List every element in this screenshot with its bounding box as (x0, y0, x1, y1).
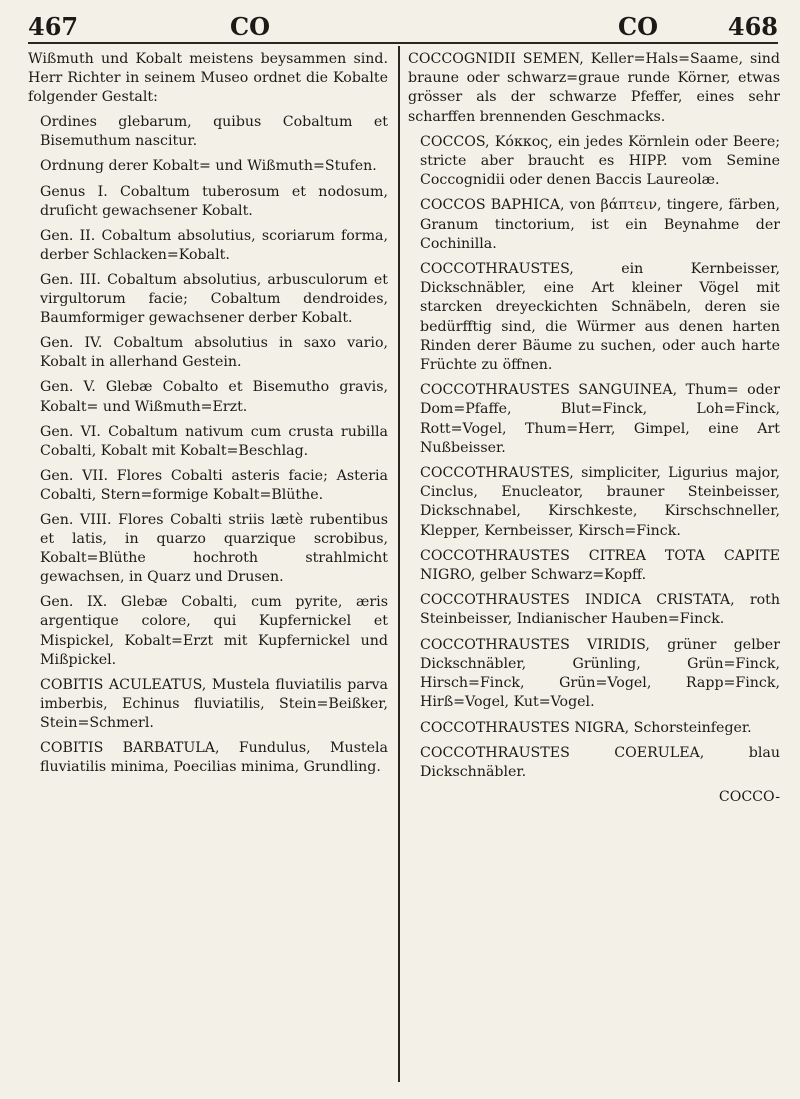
entry-paragraph: COCCOGNIDII SEMEN, Keller=Hals=Saame, sind braune oder schwarz=graue runde Körner, etwas grösser als der schwarze Pfeffer, eines sehr scharffen brennenden Geschmacks. (408, 51, 780, 125)
running-headword-right: CO (618, 12, 659, 41)
left-column (28, 50, 388, 1087)
running-headword-left: CO (230, 12, 271, 41)
entry-paragraph: Gen. IX. Glebæ Cobalti, cum pyrite, æris argentique colore, qui Kupfernickel et Mispickel, Kobalt=Erzt mit Kupfernickel und Mißpickel. (40, 594, 388, 668)
entry-paragraph: COCCOTHRAUSTES CITREA TOTA CAPITE NIGRO, gelber Schwarz=Kopff. (420, 547, 780, 584)
entry-paragraph: COCCOS BAPHICA, von βάπτειν, tingere, färben, Granum tinctorium, ist ein Beynahme der Cochinilla. (420, 197, 780, 252)
right-column (408, 50, 780, 1087)
entry-paragraph: Gen. III. Cobaltum absolutius, arbusculorum et virgultorum facie; Cobaltum dendroides, Baumformiger gewachsener derber Kobalt. (40, 271, 388, 327)
page-header (28, 8, 778, 44)
entry-paragraph: COBITIS BARBATULA, Fundulus, Mustela fluviatilis minima, Poecilias minima, Grundling. (40, 740, 388, 776)
entry-paragraph: Gen. II. Cobaltum absolutius, scoriarum forma, derber Schlacken=Kobalt. (40, 227, 388, 263)
entry-paragraph: Ordnung derer Kobalt= und Wißmuth=Stufen. (40, 158, 377, 175)
entry-paragraph: COCCOTHRAUSTES COERULEA, blau Dickschnäbler. (420, 744, 780, 780)
entry-paragraph: COCCOTHRAUSTES, ein Kernbeisser, Dickschnäbler, eine Art kleiner Vögel mit starcken dreyeckichten Schnäbeln, deren sie bedürfftig sind, die Würmer aus denen harten Rinden derer Bäume zu suchen, oder auch harte Früchte zu öffnen. (420, 261, 780, 374)
entry-paragraph: COCCOTHRAUSTES INDICA CRISTATA, roth Steinbeisser, Indianischer Hauben=Finck. (420, 592, 780, 628)
entry-paragraph: Gen. VI. Cobaltum nativum cum crusta rubilla Cobalti, Kobalt mit Kobalt=Beschlag. (40, 423, 388, 459)
entry-paragraph: COCCOTHRAUSTES, simpliciter, Ligurius major, Cinclus, Enucleator, brauner Steinbeisser, Dickschnabel, Kirschkeste, Kirschschneller, Klepper, Kernbeisser, Kirsch=Finck. (420, 465, 780, 539)
entry-paragraph: COCCOTHRAUSTES NIGRA, Schorsteinfeger. (420, 719, 752, 736)
entry-paragraph: Gen. VII. Flores Cobalti asteris facie; Asteria Cobalti, Stern=formige Kobalt=Blüthe. (40, 467, 388, 503)
entry-paragraph: COCCOS, Κόκκος, ein jedes Körnlein oder Beere; stricte aber braucht es HIPP. vom Semine Coccognidii oder denen Baccis Laureolæ. (420, 133, 780, 189)
entry-paragraph: Gen. VIII. Flores Cobalti striis lætè rubentibus et latis, in quarzo quarzique scrobibus, Kobalt=Blüthe hochroth strahlmicht gewachsen, in Quarz und Drusen. (40, 511, 388, 586)
entry-paragraph: Gen. V. Glebæ Cobalto et Bisemutho gravis, Kobalt= und Wißmuth=Erzt. (40, 379, 388, 415)
entry-paragraph: COCCOTHRAUSTES VIRIDIS, grüner gelber Dickschnäbler, Grünling, Grün=Finck, Hirsch=Finck, Grün=Vogel, Rapp=Finck, Hirß=Vogel, Kut=Vogel. (420, 636, 780, 711)
entry-paragraph: COCCOTHRAUSTES SANGUINEA, Thum= oder Dom=Pfaffe, Blut=Finck, Loh=Finck, Rott=Vogel, Thum=Herr, Gimpel, eine Art Nußbeisser. (420, 382, 780, 456)
catchword: COCCO- (718, 789, 780, 806)
page-number-right: 468 (727, 12, 778, 41)
entry-paragraph: Ordines glebarum, quibus Cobaltum et Bisemuthum nascitur. (40, 114, 388, 150)
column-divider (398, 46, 400, 1082)
page-number-left: 467 (28, 12, 79, 41)
entry-paragraph: Wißmuth und Kobalt meistens beysammen sind. Herr Richter in seinem Museo ordnet die Kobalte folgender Gestalt: (28, 51, 388, 106)
entry-paragraph: COBITIS ACULEATUS, Mustela fluviatilis parva imberbis, Echinus fluviatilis, Stein=Beißker, Stein=Schmerl. (40, 676, 388, 731)
entry-paragraph: Genus I. Cobaltum tuberosum et nodosum, druſicht gewachsener Kobalt. (40, 183, 388, 219)
entry-paragraph: Gen. IV. Cobaltum absolutius in saxo vario, Kobalt in allerhand Gestein. (40, 335, 388, 371)
